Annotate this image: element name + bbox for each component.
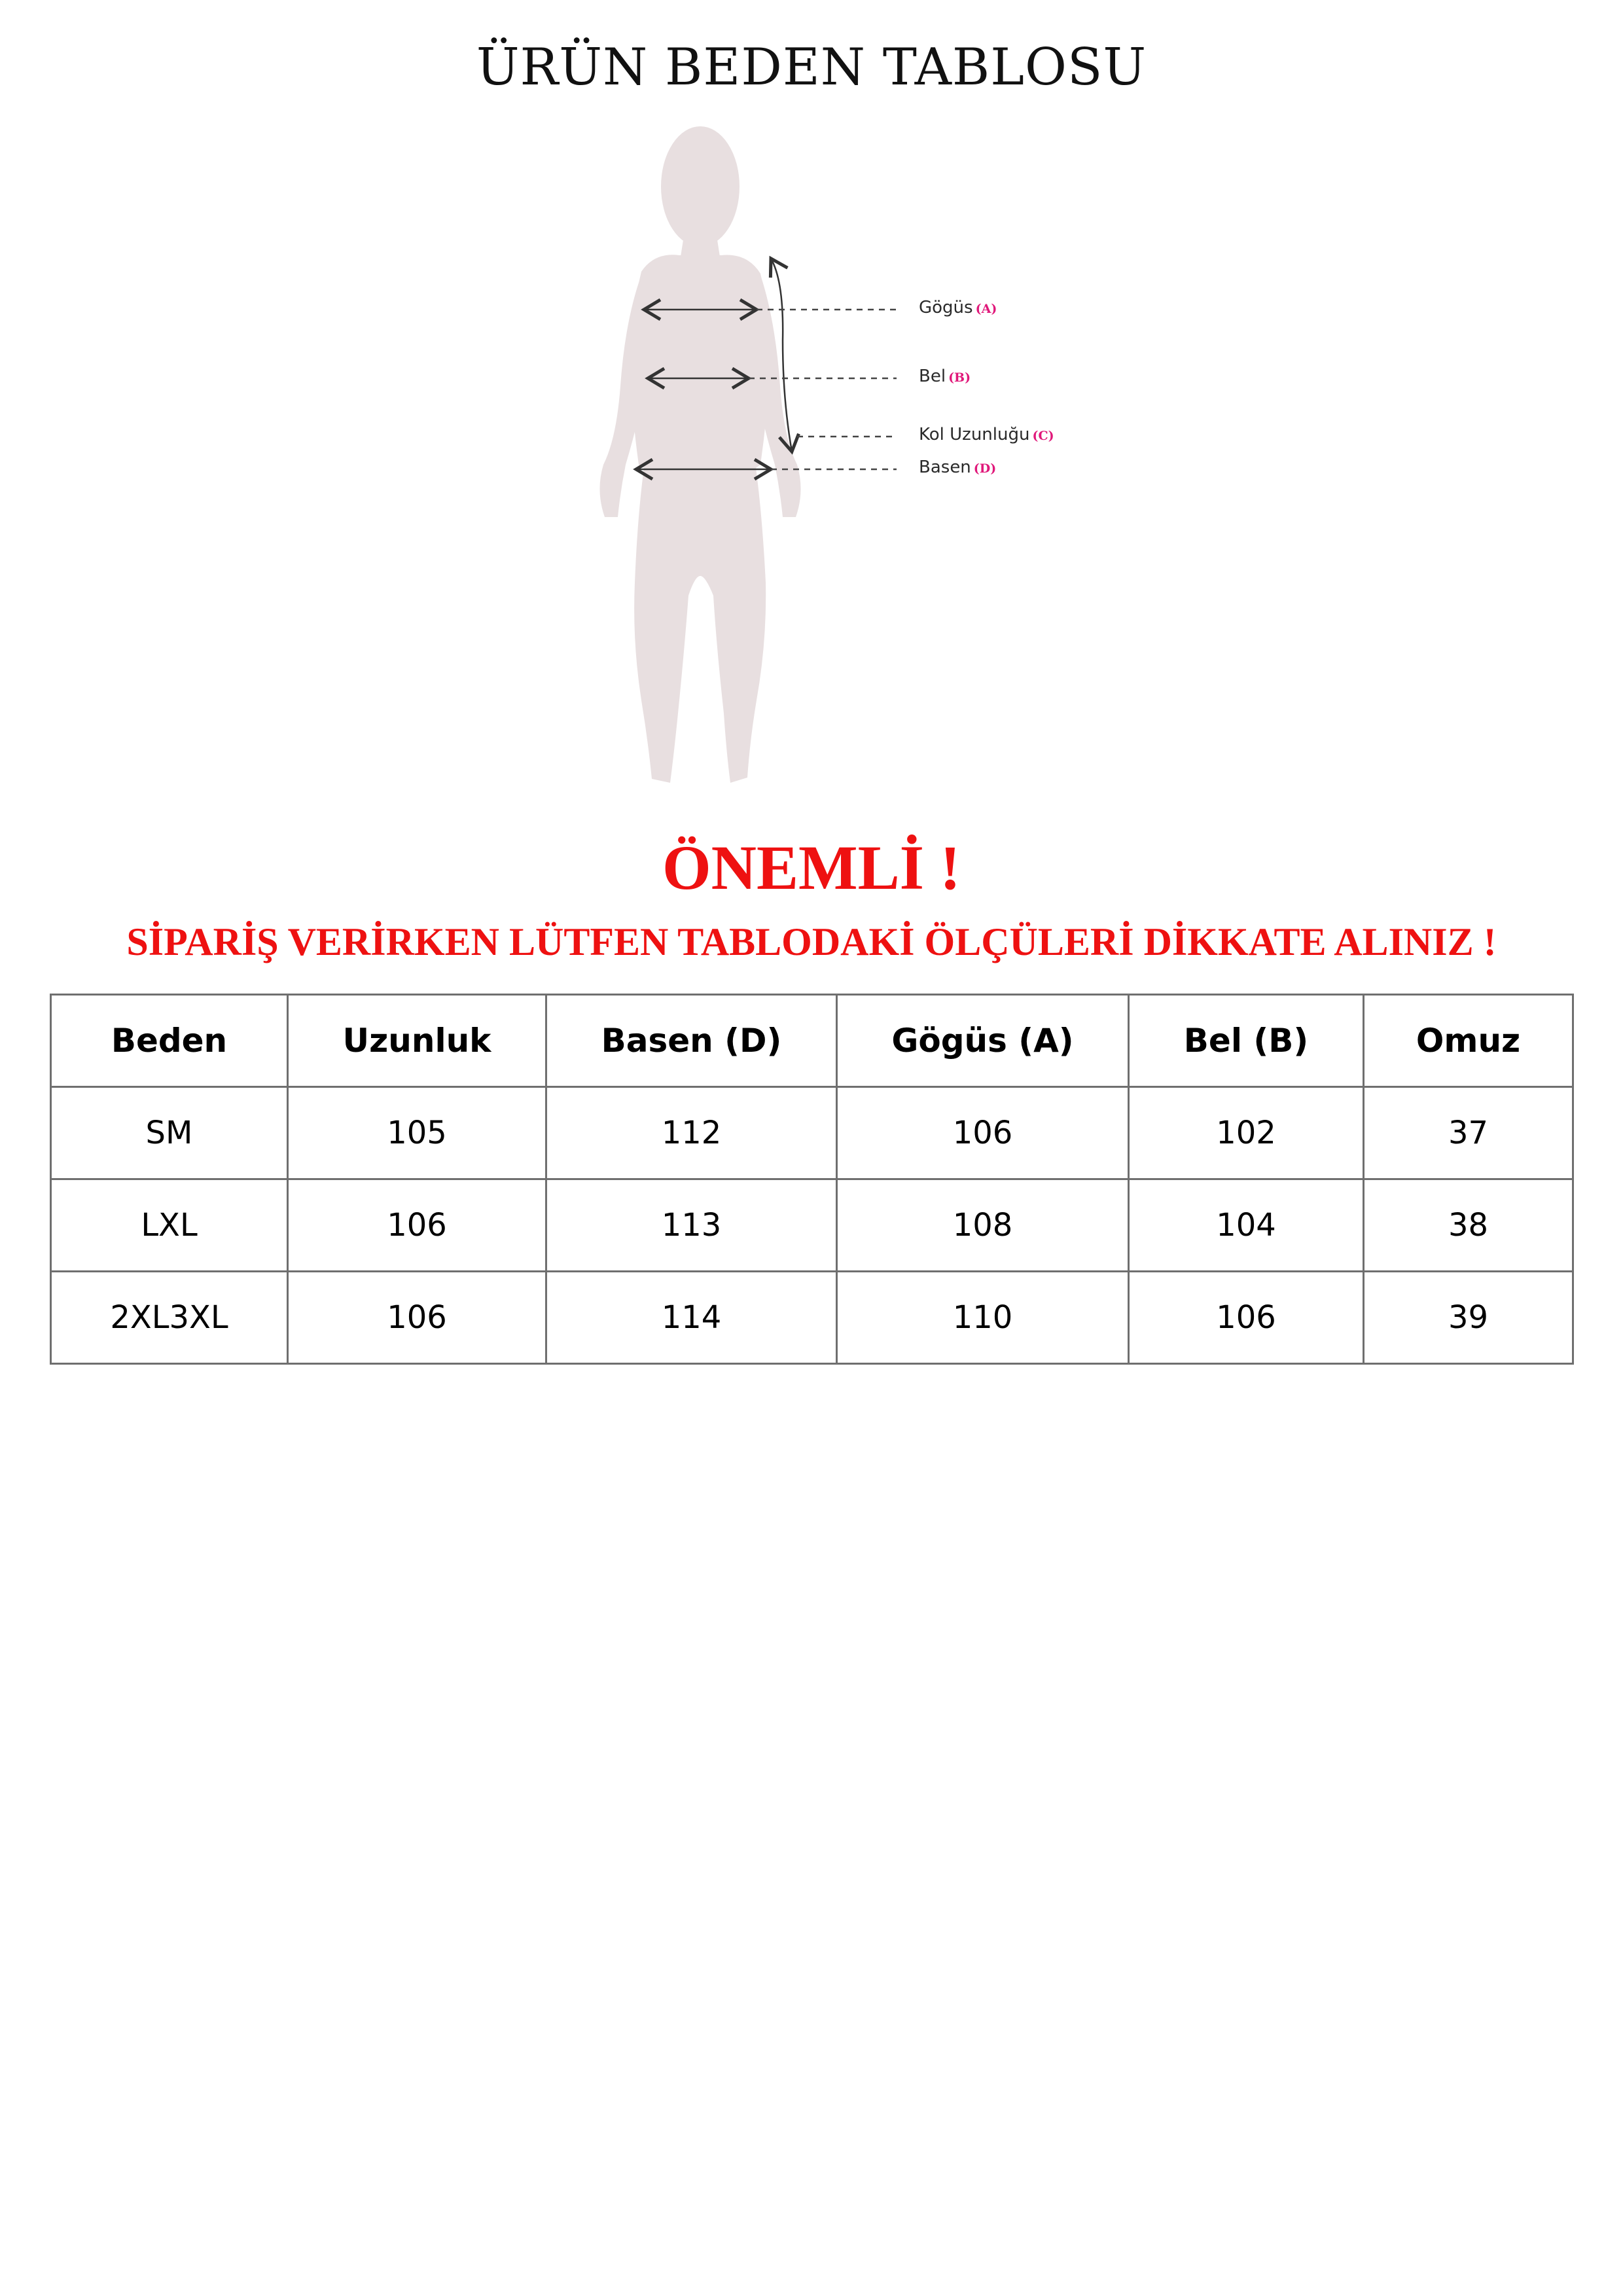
page-title: ÜRÜN BEDEN TABLOSU <box>476 38 1147 97</box>
label-bel <box>919 367 971 386</box>
label-bel-text: Bel <box>919 367 946 386</box>
header-beden: Beden <box>51 995 288 1087</box>
table-cell: 102 <box>1129 1087 1364 1179</box>
label-gogus <box>919 298 997 317</box>
important-heading: ÖNEMLİ ! <box>662 833 961 903</box>
table-cell: 39 <box>1364 1272 1573 1364</box>
table-row <box>51 1272 1573 1364</box>
measurement-figure <box>576 124 1099 805</box>
label-gogus-text: Gögüs <box>919 298 973 317</box>
label-basen-text: Basen <box>919 457 971 477</box>
table-cell: 104 <box>1129 1179 1364 1272</box>
table-cell: 114 <box>546 1272 837 1364</box>
table-cell: 105 <box>288 1087 546 1179</box>
body-silhouette <box>576 124 1099 805</box>
table-header-row <box>51 995 1573 1087</box>
table-cell: 106 <box>837 1087 1129 1179</box>
label-kol-uzunlugu-code: (C) <box>1032 429 1054 443</box>
table-cell: 113 <box>546 1179 837 1272</box>
table-cell: 106 <box>1129 1272 1364 1364</box>
header-bel: Bel (B) <box>1129 995 1364 1087</box>
label-basen <box>919 457 996 477</box>
header-omuz: Omuz <box>1364 995 1573 1087</box>
table-cell: 106 <box>288 1272 546 1364</box>
table-row <box>51 1179 1573 1272</box>
header-basen: Basen (D) <box>546 995 837 1087</box>
table-cell: SM <box>51 1087 288 1179</box>
table-cell: 110 <box>837 1272 1129 1364</box>
table-cell: 2XL3XL <box>51 1272 288 1364</box>
table-cell: 37 <box>1364 1087 1573 1179</box>
table-cell: 108 <box>837 1179 1129 1272</box>
table-cell: 112 <box>546 1087 837 1179</box>
table-cell: 38 <box>1364 1179 1573 1272</box>
order-instruction: SİPARİŞ VERİRKEN LÜTFEN TABLODAKİ ÖLÇÜLERİ DİKKATE ALINIZ ! <box>126 920 1497 963</box>
label-bel-code: (B) <box>948 370 971 385</box>
table-row <box>51 1087 1573 1179</box>
label-kol-uzunlugu-text: Kol Uzunluğu <box>919 425 1030 444</box>
table-cell: LXL <box>51 1179 288 1272</box>
table-cell: 106 <box>288 1179 546 1272</box>
label-basen-code: (D) <box>973 461 997 476</box>
header-uzunluk: Uzunluk <box>288 995 546 1087</box>
size-table <box>50 994 1574 1365</box>
label-kol-uzunlugu <box>919 425 1054 444</box>
label-gogus-code: (A) <box>975 302 997 316</box>
header-gogus: Gögüs (A) <box>837 995 1129 1087</box>
